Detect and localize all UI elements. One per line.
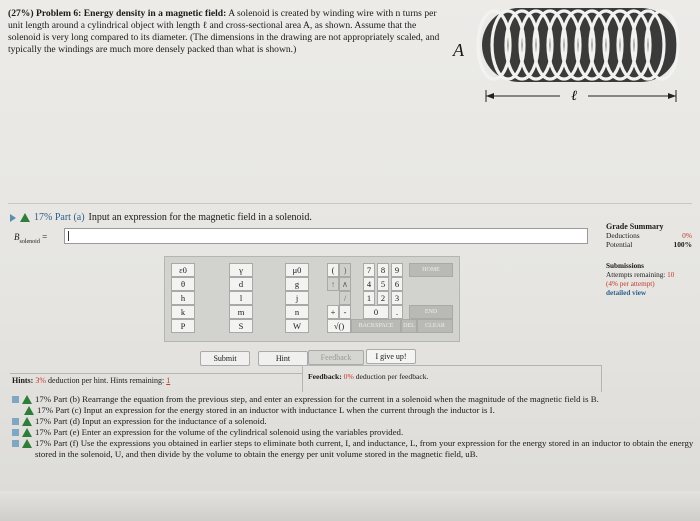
key-minus[interactable]: -: [339, 305, 351, 319]
answer-input[interactable]: [64, 228, 588, 244]
feedback-label: Feedback:: [308, 372, 342, 381]
symbol-keypad: [164, 256, 460, 342]
key-0[interactable]: 0: [363, 305, 389, 319]
part-f-label: 17% Part (f): [35, 438, 79, 448]
text-cursor: [68, 231, 69, 241]
warning-icon: [22, 428, 32, 437]
part-f-row[interactable]: [12, 438, 694, 460]
deductions-label: Deductions: [606, 231, 640, 240]
expand-arrow-icon[interactable]: [10, 214, 16, 222]
answer-subscript: solenoid: [19, 238, 40, 245]
end-button[interactable]: END: [409, 305, 453, 319]
part-b-row[interactable]: [12, 394, 694, 405]
grade-title: Grade Summary: [606, 222, 664, 231]
give-up-button[interactable]: I give up!: [366, 349, 416, 364]
key-caret[interactable]: ∧: [339, 277, 351, 291]
key-mu0[interactable]: μ0: [285, 263, 309, 277]
grade-summary: [606, 222, 692, 249]
part-icon: [12, 429, 19, 436]
potential-label: Potential: [606, 240, 633, 249]
feedback-text: deduction per feedback.: [355, 372, 429, 381]
answer-equals: =: [42, 232, 48, 242]
key-1[interactable]: 1: [363, 291, 375, 305]
part-icon: [12, 396, 19, 403]
submissions-panel: [606, 262, 696, 298]
part-a-text: Input an expression for the magnetic field in a solenoid.: [88, 212, 312, 223]
attempts-value: 10: [667, 271, 675, 279]
part-b-text: Rearrange the equation from the previous step, and enter an expression for the current in a solenoid when the magnitude of the magnetic field is B.: [82, 394, 599, 404]
warning-icon: [22, 417, 32, 426]
key-g[interactable]: g: [285, 277, 309, 291]
detailed-view-link[interactable]: detailed view: [606, 289, 647, 297]
submit-button[interactable]: Submit: [200, 351, 250, 366]
key-w[interactable]: W: [285, 319, 309, 333]
attempts-label: Attempts remaining:: [606, 271, 666, 279]
bottom-bar: [0, 491, 700, 521]
key-4[interactable]: 4: [363, 277, 375, 291]
warning-icon: [22, 395, 32, 404]
key-m[interactable]: m: [229, 305, 253, 319]
part-c-label: 17% Part (c): [37, 405, 82, 415]
key-plus[interactable]: +: [327, 305, 339, 319]
part-d-text: Input an expression for the inductance of a solenoid.: [82, 416, 267, 426]
key-h[interactable]: h: [171, 291, 195, 305]
key-n[interactable]: n: [285, 305, 309, 319]
parts-list: [12, 394, 694, 460]
part-c-row[interactable]: [12, 405, 694, 416]
part-c-text: Input an expression for the energy stored in an inductor with inductance L when the current through the inductor is I.: [83, 405, 495, 415]
key-divide[interactable]: /: [339, 291, 351, 305]
key-p[interactable]: P: [171, 319, 195, 333]
hints-row: [12, 376, 170, 385]
key-5[interactable]: 5: [377, 277, 389, 291]
part-e-text: Enter an expression for the volume of the cylindrical solenoid using the variables provided.: [81, 427, 404, 437]
key-open-paren[interactable]: (: [327, 263, 339, 277]
part-a-header[interactable]: [10, 212, 312, 223]
key-6[interactable]: 6: [391, 277, 403, 291]
problem-statement: [8, 8, 448, 56]
per-attempt: (4% per attempt): [606, 280, 655, 288]
deductions-value: 0%: [682, 231, 692, 240]
key-2[interactable]: 2: [377, 291, 389, 305]
warning-icon: [20, 213, 30, 222]
warning-icon: [24, 406, 34, 415]
problem-title: (27%) Problem 6: Energy density in a magnetic field:: [8, 8, 227, 19]
key-gamma[interactable]: γ: [229, 263, 253, 277]
part-e-label: 17% Part (e): [35, 427, 80, 437]
key-l[interactable]: l: [229, 291, 253, 305]
hints-text: deduction per hint. Hints remaining:: [48, 376, 165, 385]
part-d-row[interactable]: [12, 416, 694, 427]
key-close-paren[interactable]: ): [339, 263, 351, 277]
clear-button[interactable]: CLEAR: [417, 319, 453, 333]
key-j[interactable]: j: [285, 291, 309, 305]
key-dot[interactable]: .: [391, 305, 403, 319]
del-button[interactable]: DEL: [401, 319, 417, 333]
submissions-title: Submissions: [606, 262, 644, 270]
answer-var: B: [14, 232, 20, 242]
key-9[interactable]: 9: [391, 263, 403, 277]
part-b-label: 17% Part (b): [35, 394, 80, 404]
answer-label: [14, 232, 47, 245]
hints-remaining: 1: [166, 376, 171, 385]
warning-icon: [22, 439, 32, 448]
part-icon: [12, 440, 19, 447]
feedback-row: [308, 372, 428, 381]
hint-button[interactable]: Hint: [258, 351, 308, 366]
part-d-label: 17% Part (d): [35, 416, 80, 426]
key-3[interactable]: 3: [391, 291, 403, 305]
home-button[interactable]: HOME: [409, 263, 453, 277]
figure-area-label: A: [453, 40, 464, 60]
feedback-button[interactable]: Feedback: [308, 350, 364, 365]
hints-pct: 3%: [35, 376, 47, 385]
key-k[interactable]: k: [171, 305, 195, 319]
part-e-row[interactable]: [12, 427, 694, 438]
hints-label: Hints:: [12, 376, 34, 385]
key-theta[interactable]: θ: [171, 277, 195, 291]
backspace-button[interactable]: BACKSPACE: [351, 319, 401, 333]
part-f-text: Use the expressions you obtained in earlier steps to eliminate both current, I, and inductance, L, from your expression for the energy stored in an inductor to obtain the energy stored in the solenoid, U, and then divide by the volume to obtain the energy per unit volume stored in the magnetic field, uB.: [35, 438, 694, 459]
key-sqrt[interactable]: √(): [327, 319, 351, 333]
solenoid-figure: [464, 2, 700, 106]
key-s[interactable]: S: [229, 319, 253, 333]
key-7[interactable]: 7: [363, 263, 375, 277]
part-icon: [12, 418, 19, 425]
key-8[interactable]: 8: [377, 263, 389, 277]
figure-length-label: ℓ: [571, 89, 577, 104]
problem-text: A solenoid is created by winding wire with n turns per unit length around a cylindrical object with length ℓ and cross-sectional area A, as shown. Assume that the solenoid is very long compared to its diameter. (The dimensions in the drawing are not appropriately scaled, and typically the windings are much more densely packed than what is shown.): [8, 8, 440, 55]
key-up[interactable]: ↑: [327, 277, 339, 291]
potential-value: 100%: [673, 240, 692, 249]
divider: [8, 203, 692, 204]
key-epsilon0[interactable]: ε0: [171, 263, 195, 277]
feedback-pct: 0%: [343, 372, 354, 381]
key-d[interactable]: d: [229, 277, 253, 291]
part-a-label: 17% Part (a): [34, 212, 85, 223]
